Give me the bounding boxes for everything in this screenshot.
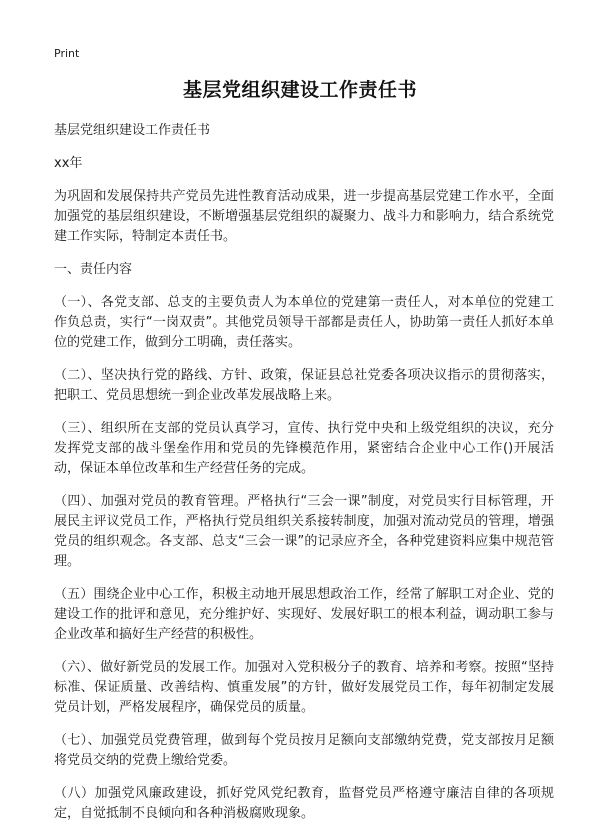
document-subtitle: 基层党组织建设工作责任书 [54,123,211,138]
responsibility-item-6: （六）、做好新党员的发展工作。加强对入党积极分子的教育、培养和考察。按照“坚持标准、保证质量、改善结构、慎重发展”的方针，做好发展党员工作，每年初制定发展党员计划，严格发展程序，确保党员的质量。 [54,660,554,715]
responsibility-item-8: （八）加强党风廉政建设，抓好党风党纪教育，监督党员严格遵守廉洁自律的各项规定，自觉抵制不良倾向和各种消极腐败现象。 [54,786,554,821]
document-title: 基层党组织建设工作责任书 [182,79,417,101]
document-year: xx年 [54,156,83,171]
responsibility-item-3: （三）、组织所在支部的党员认真学习，宣传、执行党中央和上级党组织的决议，充分发挥党支部的战斗堡垒作用和党员的先锋模范作用，紧密结合企业中心工作()开展活动，保证本单位改革和生产经营任务的完成。 [54,421,554,476]
intro-paragraph: 为巩固和发展保持共产党员先进性教育活动成果，进一步提高基层党建工作水平，全面加强党的基层组织建设，不断增强基层党组织的凝聚力、战斗力和影响力，结合系统党建工作实际，特制定本责任书。 [54,189,554,244]
section-heading: 一、责任内容 [54,262,133,277]
responsibility-item-5: （五）围绕企业中心工作，积极主动地开展思想政治工作，经常了解职工对企业、党的建设工作的批评和意见，充分维护好、实现好、发展好职工的根本利益，调动职工参与企业改革和搞好生产经营的积极性。 [54,587,554,642]
responsibility-item-2: （二）、坚决执行党的路线、方针、政策，保证县总社党委各项决议指示的贯彻落实，把职工、党员思想统一到企业改革发展战略上来。 [54,368,554,403]
responsibility-item-7: （七）、加强党员党费管理，做到每个党员按月足额向支部缴纳党费，党支部按月足额将党员交纳的党费上缴给党委。 [54,733,554,768]
print-label: Print [54,47,80,60]
responsibility-item-4: （四）、加强对党员的教育管理。严格执行“三会一课”制度，对党员实行目标管理，开展民主评议党员工作，严格执行党员组织关系接转制度，加强对流动党员的管理，增强党员的组织观念。各支部、总支“三会一课”的记录应齐全，各种党建资料应集中规范管理。 [54,494,554,569]
responsibility-item-1: （一）、各党支部、总支的主要负责人为本单位的党建第一责任人，对本单位的党建工作负总责，实行“一岗双责”。其他党员领导干部都是责任人，协助第一责任人抓好本单位的党建工作，做到分工明确，责任落实。 [54,295,554,350]
document-body [54,121,554,837]
